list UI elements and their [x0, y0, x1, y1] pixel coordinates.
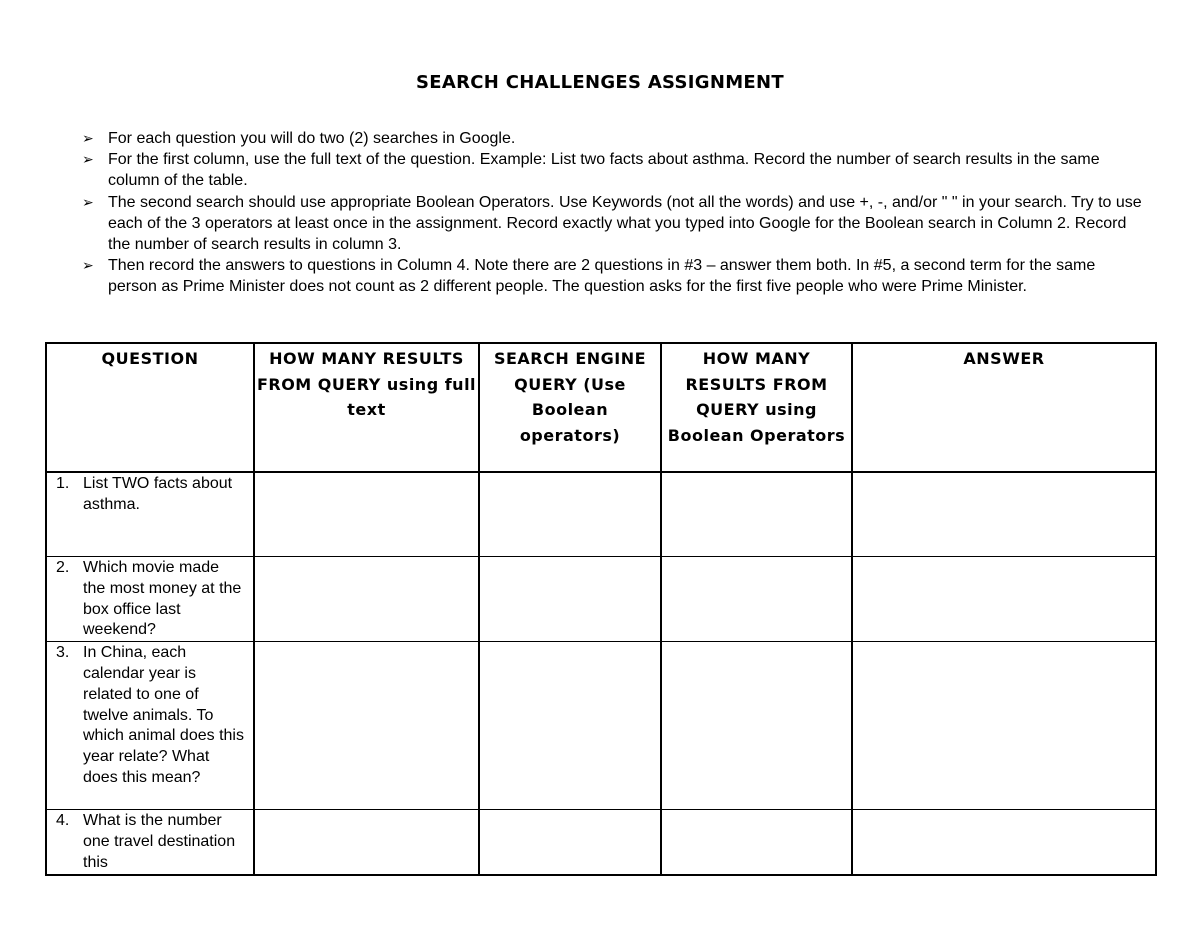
results-full-text-cell[interactable]: [254, 810, 479, 875]
results-boolean-cell[interactable]: [661, 557, 852, 642]
question-cell: [46, 810, 254, 875]
question-text: What is the number one travel destination this: [83, 812, 236, 871]
search-query-cell[interactable]: [479, 810, 661, 875]
assignment-table: [45, 342, 1157, 876]
instruction-text: For the first column, use the full text of the question. Example: List two facts about asthma. Record the number of search results in the same column of the table.: [108, 151, 1100, 190]
question-text: Which movie made the most money at the box office last weekend?: [83, 559, 242, 639]
search-query-cell[interactable]: [479, 557, 661, 642]
results-boolean-cell[interactable]: [661, 642, 852, 810]
question-number: 4.: [56, 812, 70, 830]
table-row: [46, 472, 1156, 557]
search-query-cell[interactable]: [479, 642, 661, 810]
header-results-boolean: HOW MANY RESULTS FROM QUERY using Boolean Operators: [661, 343, 852, 472]
header-search-query: SEARCH ENGINE QUERY (Use Boolean operators): [479, 343, 661, 472]
results-full-text-cell[interactable]: [254, 642, 479, 810]
question-cell: [46, 642, 254, 810]
question-cell: [46, 472, 254, 557]
answer-cell[interactable]: [852, 810, 1156, 875]
results-boolean-cell[interactable]: [661, 810, 852, 875]
table-header-row: [46, 343, 1156, 472]
question-cell: [46, 557, 254, 642]
results-full-text-cell[interactable]: [254, 472, 479, 557]
instruction-text: The second search should use appropriate Boolean Operators. Use Keywords (not all the words) and use +, -, and/or " " in your search. Try to use each of the 3 operators at least once in the assignment. Record exactly what you typed into Google for the Boolean search in Column 2. Record the number of search results in column 3.: [108, 193, 1142, 254]
table-row: [46, 557, 1156, 642]
instruction-text: For each question you will do two (2) searches in Google.: [108, 130, 516, 147]
arrowhead-bullet-icon: ➢: [82, 151, 94, 168]
table-row: [46, 810, 1156, 875]
question-number: 2.: [56, 559, 70, 576]
question-number: 1.: [56, 475, 70, 492]
answer-cell[interactable]: [852, 557, 1156, 642]
question-number: 3.: [56, 644, 70, 662]
header-results-full-text: HOW MANY RESULTS FROM QUERY using full text: [254, 343, 479, 472]
instruction-item: [82, 128, 1142, 149]
search-query-cell[interactable]: [479, 472, 661, 557]
instruction-item: [82, 149, 1142, 191]
arrowhead-bullet-icon: ➢: [82, 193, 94, 210]
instruction-list: [82, 128, 1142, 298]
question-text: In China, each calendar year is related to one of twelve animals. To which animal does this year relate? What does this mean?: [83, 644, 244, 786]
question-text: List TWO facts about asthma.: [83, 475, 233, 513]
results-full-text-cell[interactable]: [254, 557, 479, 642]
instruction-item: [82, 192, 1142, 256]
answer-cell[interactable]: [852, 642, 1156, 810]
results-boolean-cell[interactable]: [661, 472, 852, 557]
instruction-text: Then record the answers to questions in Column 4. Note there are 2 questions in #3 – answer them both. In #5, a second term for the same person as Prime Minister does not count as 2 different people. The question asks for the first five people who were Prime Minister.: [108, 257, 1096, 296]
header-question: QUESTION: [46, 343, 254, 472]
table-row: [46, 642, 1156, 810]
instruction-item: [82, 255, 1142, 297]
header-answer: ANSWER: [852, 343, 1156, 472]
answer-cell[interactable]: [852, 472, 1156, 557]
arrowhead-bullet-icon: ➢: [82, 130, 94, 146]
arrowhead-bullet-icon: ➢: [82, 257, 94, 274]
document-title: SEARCH CHALLENGES ASSIGNMENT: [416, 72, 784, 93]
